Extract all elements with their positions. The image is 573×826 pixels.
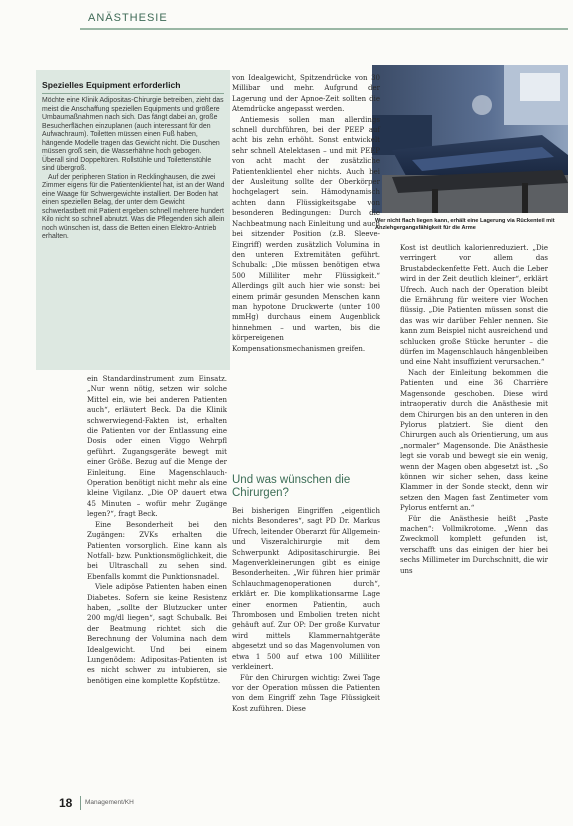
header-rule (80, 28, 568, 30)
info-box-paragraph: Möchte eine Klinik Adipositas-Chirurgie betreiben, zieht das meist die Anschaffung speziellen Equipments und größere Umbaumaßnahmen nach sich. Das fängt dabei an, große Besucherflächen einzuplanen (auch interessant für den Aufwachraum). Toiletten müssen einen Fuß haben, hängende Modelle tragen das Gewicht nicht. Die Duschen müssen groß sein, die Wasserhähne hoch gebogen. Überall sind Doppeltüren. Rollstühle und Toilettenstühle sind übergroß. (42, 97, 224, 172)
publication-name: Management/KH (85, 799, 134, 806)
paragraph: ein Standardinstrument zum Einsatz. „Nur wenn nötig, setzen wir solche Mittel ein, wie bei anderen Patienten auch“, erläutert Beck. Da die Klinik schwerwiegend-Fakten ist, erhalten die Patienten vor der Entlassung eine Dosis oder einen Viggo Wehrpfl geführt. Zugangsgeräte bewegt mit einer Größe. Bezug auf die Menge der Einleitung. Eine Magenschlauch-Operation benötigt nicht mehr als eine kleine Vigilanz. „Die OP dauert etwa 45 Minuten – wofür mehr Zugänge legen?“, fragt Beck. (87, 375, 227, 519)
operating-room-photo (372, 65, 568, 213)
info-box-text (42, 97, 225, 242)
paragraph: Eine Besonderheit bei den Zugängen: ZVKs erhalten die Patienten vorsorglich. Eine kann als Notfall- bzw. Punktionsmöglichkeit, die bei Ultraschall zu sehen sind. Ebenfalls kommt die Punktionsnadel. (87, 520, 227, 581)
subheading: Und was wünschen die Chirurgen? (232, 474, 351, 499)
paragraph: Nach der Einleitung bekommen die Patienten und eine 36 Charrière Magensonde geschoben. Diese wird intraoperativ durch die Anästhesie mit dem Chirurgen bis an den unteren in den Pylorus platziert. Sie dient den Chirurgen auch als Orientierung, um aus „normaler“ Magensonde. Die Anästhesie legt sie vorab und bewegt sie ein wenig, wenn der Magen oben abgesetzt ist. „So können wir sicher sehen, dass keine Klammer in der Sonde steckt, denn wir setzen den Magen fast Zentimeter vom Pylorus entfernt an.“ (400, 368, 548, 513)
column-left (87, 374, 227, 686)
photo-illustration (372, 65, 568, 213)
footer-divider (80, 796, 81, 810)
info-box (36, 70, 230, 370)
paragraph: von Idealgewicht, Spitzendrücke von 30 Millibar und mehr. Aufgrund der Lagerung und der Apnoe-Zeit sollten die Atemdrücke angepasst werden. (232, 74, 380, 114)
column-right (400, 243, 548, 576)
paragraph: Antiemesis sollen man allerdings schnell durchführen, bei der PEEP auf acht bis zehn erhöht. Sonst entwickelt sehr schnell Atelektasen – und mit PEEP von acht macht der zusätzliche Patientenklientel eher nichts. Auch bei der Ausleitung sollte der Oberkörper hochgelagert sein. Hämodynamisch achten dann Flüssigkeitsgabe von besonderen Bedingungen: Durch die Nachbeatmung nach Einleitung und auch bei sitzender Position (z.B. Sleeve-Eingriff) werden zusätzlich Volumina in den unteren Extremitäten geführt. Schubalk: „Die müssen benötigen etwa 500 Milliliter mehr Flüssigkeit.“ Allerdings gilt auch hier wie sonst: bei einem primär gesunden Menschen kann man hypotone Druckwerte (unter 100 mmHg) durchaus einem Augenblick hinnehmen – und warten, bis die körpereigenen Kompensationsmechanismen greifen. (232, 115, 380, 353)
column-middle-lower (232, 506, 380, 714)
paragraph: Kost ist deutlich kalorienreduziert. „Die verringert vor allem das Brustabdeckenfette Fett. Auch die Leber wird in der Zeit deutlich kleiner“, erklärt Ufrech. Auch nach der Operation bleibt die Ernährung für weitere vier Wochen flüssig. „Die Patienten müssen sonst die das was wir darüber Fehler nennen. Sie kann zum Beispiel nicht ausreichend und schlucken große Stücke herunter – die dürfen im Magenschlauch hängenbleiben und eine Naht insuffizient verursachen.“ (400, 244, 548, 367)
paragraph: Für den Chirurgen wichtig: Zwei Tage vor der Operation müssen die Patienten von dem Eingriff zehn Tage Flüssigkeit Kost zuführen. Diese (232, 673, 380, 713)
column-middle (232, 73, 380, 354)
paragraph: Bei bisherigen Eingriffen „eigentlich nichts Besonderes“, sagt PD Dr. Markus Ufrech, leitender Oberarzt für Allgemein- und Viszeralchirurgie mit dem Schwerpunkt Adipositaschirurgie. Bei Magenverkleinerungen gibt es einige Besonderheiten. „Wir führen hier primär Schlauchmagenoperationen durch“, erklärt er. Die komplikationsarme Lage einer enormen Patientin, auch Thrombosen und Embolien treten nicht gehäuft auf. Zur OP: Der große Kurvatur wird mittels Klammernahtgeräte abgesetzt und so das Magenvolumen von etwa 1 500 auf etwa 100 Milliliter verkleinert. (232, 507, 380, 672)
info-box-title: Spezielles Equipment erforderlich (42, 80, 224, 94)
info-box-paragraph: Auf der peripheren Station in Recklinghausen, die zwei Zimmer eigens für die Patientenklientel hat, ist an der Wand eine Waage für Schwergewichte installiert. Der Boden hat einen speziellen Belag, der unter dem Gewicht schwerlastbett mit Patient ergeben schnell mehrere hundert Kilo nicht so schnell abnutzt. Was die Pflegenden sich allein noch wünschen ist, dass die Betten einen Elektro-Antrieb erhalten. (42, 173, 225, 240)
photo-caption: Wer nicht flach liegen kann, erhält eine Lagerung via Rückenteil mit Anziehgergangsfähigkeit für die Arme (375, 218, 555, 231)
section-label: ANÄSTHESIE (88, 12, 168, 24)
paragraph: Viele adipöse Patienten haben einen Diabetes. Sofern sie keine Resistenz haben, „sollte der Blutzucker unter 200 mg/dl liegen“, sagt Schubalk. Bei der Beatmung richtet sich die Berechnung der Volumina nach dem Idealgewicht. Und bei einem Lungenödem: Adipositas-Patienten ist es nicht schwer zu intubieren, sie benötigen eine komplette Kopfstütze. (87, 583, 227, 685)
paragraph: Für die Anästhesie heißt „Paste machen“: Vollmikrotome. „Wenn das Zweckmoll komplett gefunden ist, verschafft uns das einigen der hier bei sechs Millimeter im Durchschnitt, die wir uns (400, 514, 548, 575)
page-number: 18 (59, 796, 73, 810)
